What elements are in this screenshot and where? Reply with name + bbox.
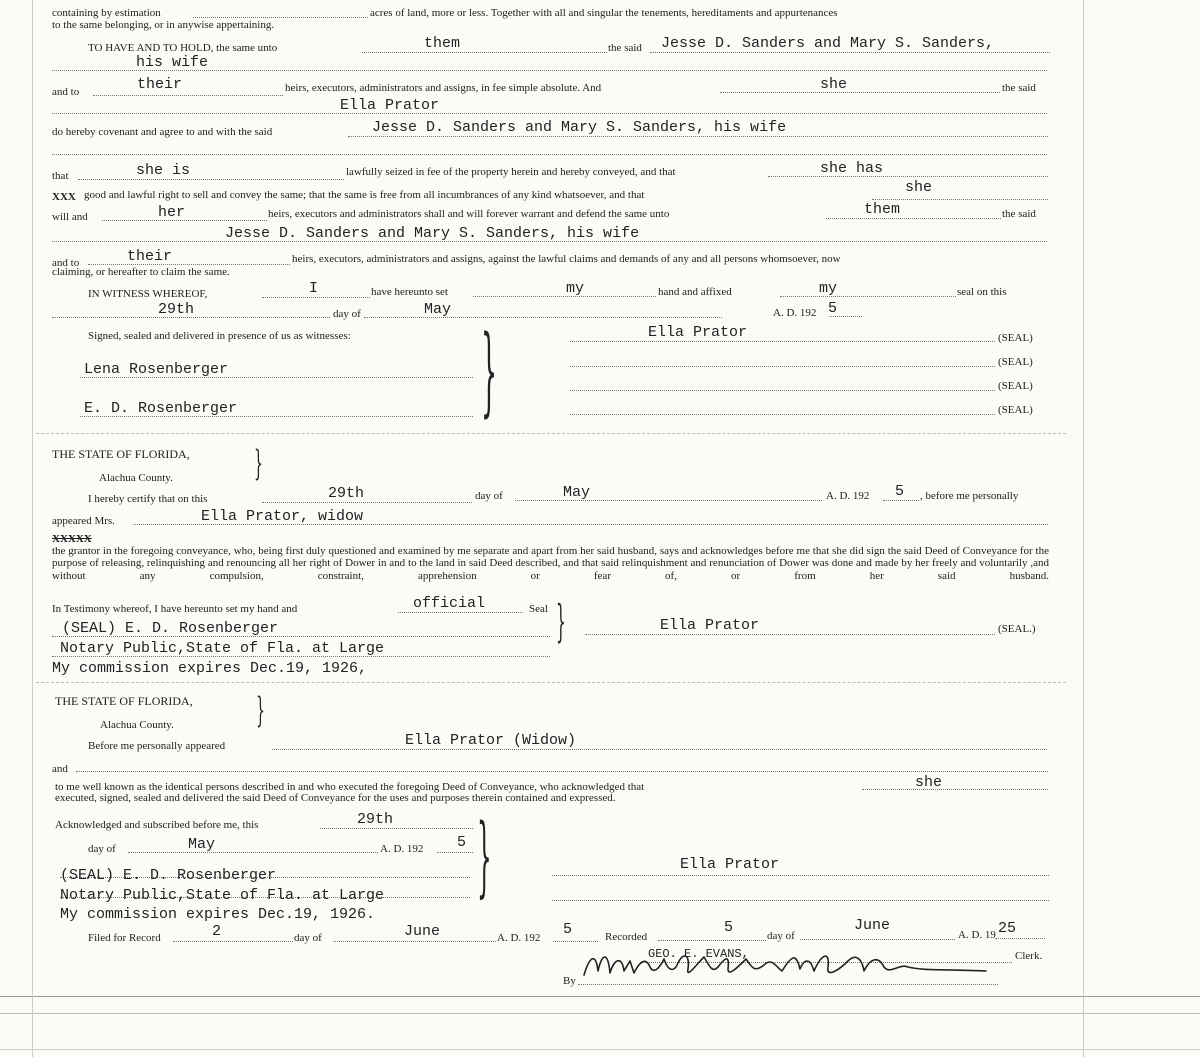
filed-day-of: day of xyxy=(294,932,322,944)
grantor-name: Ella Prator xyxy=(340,97,440,114)
the-said-label-3: the said xyxy=(1002,208,1036,220)
dower-signer: Ella Prator xyxy=(660,617,760,634)
known-pronoun-blank xyxy=(862,789,1048,790)
that-label: that xyxy=(52,170,69,182)
filed-year-blank xyxy=(553,941,598,942)
executed-line: executed, signed, sealed and delivered the said Deed of Conveyance for the uses and purposes therein contained and expressed. xyxy=(55,792,616,804)
filed-label: Filed for Record xyxy=(88,932,161,944)
left-margin-line xyxy=(32,0,33,1057)
known-line: to me well known as the identical persons described in and who executed the foregoing Deed of Conveyance, who acknowledged that xyxy=(55,781,645,793)
section-divider-2 xyxy=(36,682,1066,683)
seal-my: my xyxy=(819,280,838,297)
witness-month-blank xyxy=(364,317,722,318)
recorded-day: 5 xyxy=(724,919,734,936)
subscribed-month-blank xyxy=(128,852,378,853)
signer-line-3 xyxy=(570,390,995,391)
deed-signer: Ella Prator xyxy=(648,324,748,341)
filed-ad-label: A. D. 192 xyxy=(497,932,541,944)
county-brace-2: } xyxy=(256,689,265,731)
grantee-pronoun: them xyxy=(424,35,461,52)
covenant-names: Jesse D. Sanders and Mary S. Sanders, his wife xyxy=(372,119,787,136)
warrant-names: Jesse D. Sanders and Mary S. Sanders, his wife xyxy=(225,225,640,242)
has-pronoun: she has xyxy=(820,160,884,177)
witness-2: E. D. Rosenberger xyxy=(84,400,238,417)
by-label: By xyxy=(563,975,576,987)
appeared-label: appeared Mrs. xyxy=(52,515,115,527)
testimony-blank xyxy=(398,612,523,613)
subscribed-label: Acknowledged and subscribed before me, this xyxy=(55,819,259,831)
witness-label: IN WITNESS WHEREOF, xyxy=(88,288,208,300)
subscribed-day-blank xyxy=(320,828,473,829)
heirs-pronoun: their xyxy=(137,76,183,93)
witness-year: 5 xyxy=(828,300,838,317)
witness-month: May xyxy=(424,301,452,318)
grantee-blank xyxy=(650,52,1050,53)
heirs-clause: heirs, executors, administrators and assigns, in fee simple absolute. And xyxy=(285,82,602,94)
recorded-day-of: day of xyxy=(767,930,795,942)
appeared-name-2: Ella Prator (Widow) xyxy=(405,732,577,749)
filed-month: June xyxy=(404,923,441,940)
warrant-to: them xyxy=(864,201,901,218)
heirs-blank-2 xyxy=(88,264,290,265)
certify-year-blank xyxy=(883,500,919,501)
seal-label-3: (SEAL) xyxy=(998,380,1033,392)
covenant-label: do hereby covenant and agree to and with the said xyxy=(52,126,273,138)
recorded-day-blank xyxy=(658,940,766,941)
claims-clause: heirs, executors, administrators and assigns, against the lawful claims and demands of any and all persons whomsoever, now xyxy=(292,253,841,265)
the-said-label: the said xyxy=(608,42,642,54)
struck-word: XXX xyxy=(52,191,76,203)
signed-sealed-label: Signed, sealed and delivered in presence of us as witnesses: xyxy=(88,330,351,342)
certify-day: 29th xyxy=(328,485,365,502)
certify-day-blank xyxy=(262,502,472,503)
estimation-rest: acres of land, more or less. Together with all and singular the tenements, hereditaments and appurtenances xyxy=(370,7,838,19)
witness-day: 29th xyxy=(158,301,195,318)
testimony-label: In Testimony whereof, I have hereunto set my hand and xyxy=(52,603,298,615)
and-to-label-2: and to xyxy=(52,257,80,269)
subscribed-brace: } xyxy=(477,804,492,907)
dower-body: the grantor in the foregoing conveyance, who, being first duly questioned and examined by me separate and apart from her said husband, says and acknowledges before me that she did sign the said Deed of Conveyance for the purpose of releasing, relinquishing and renouncing all her right of Dower in and to the land in said Deed described, and that said relinquishment and renunciation of Dower was done and made by her freely and voluntarily ,and without any compulsion, constraint, apprehension or fear of, or from her said husband. xyxy=(52,545,1049,582)
commission-2: My commission expires Dec.19, 1926. xyxy=(60,906,376,923)
the-said-label-2: the said xyxy=(1002,82,1036,94)
ack2-signer-line-2 xyxy=(552,900,1049,901)
state-label-2: THE STATE OF FLORIDA, xyxy=(55,694,193,708)
witness-my-blank xyxy=(473,296,656,297)
ack2-signer-line xyxy=(552,875,1049,876)
county-label: Alachua County. xyxy=(99,472,173,484)
grantee-names-cont: his wife xyxy=(136,54,209,71)
claims-end: claiming, or hereafter to claim the same. xyxy=(52,266,230,278)
signer-line-1 xyxy=(570,341,995,342)
seal-on-this-label: seal on this xyxy=(957,286,1007,298)
filed-month-blank xyxy=(333,941,496,942)
signer-line-2 xyxy=(570,366,995,367)
before-me-label: Before me personally appeared xyxy=(88,740,226,752)
and-label: and xyxy=(52,763,68,775)
will-pronoun: she xyxy=(905,179,933,196)
testimony-word: official xyxy=(413,595,486,612)
page-bottom-border xyxy=(0,996,1200,997)
certify-month: May xyxy=(563,484,591,501)
belonging-line: to the same belonging, or in anywise appertaining. xyxy=(52,19,275,31)
ad-label: A. D. 192 xyxy=(773,307,817,319)
seized-blank xyxy=(78,179,344,180)
deputy-clerk-signature xyxy=(578,945,998,987)
grantor-blank xyxy=(52,113,1047,114)
filed-year: 5 xyxy=(563,921,573,938)
day-of-label: day of xyxy=(333,308,361,320)
dower-seal-label: (SEAL.) xyxy=(998,623,1036,635)
day-of-label-2: day of xyxy=(88,843,116,855)
covenant-blank-2 xyxy=(52,154,1047,155)
ack2-signer: Ella Prator xyxy=(680,856,780,873)
signer-line-4 xyxy=(570,414,995,415)
estimation-label: containing by estimation xyxy=(52,7,161,19)
filed-day: 2 xyxy=(212,923,222,940)
state-label: THE STATE OF FLORIDA, xyxy=(52,447,190,461)
county-brace: } xyxy=(254,442,263,484)
clerk-name: GEO. E. EVANS, xyxy=(648,947,749,961)
subscribed-year-blank xyxy=(437,852,473,853)
recorded-label: Recorded xyxy=(605,931,648,943)
county-label-2: Alachua County. xyxy=(100,719,174,731)
will-blank xyxy=(872,199,1048,200)
seal-label-2: (SEAL) xyxy=(998,356,1033,368)
notary-seal-2: (SEAL) E. D. Rosenberger xyxy=(60,867,277,884)
warrant-clause: heirs, executors and administrators shall and will forever warrant and defend the same unto xyxy=(268,208,670,220)
struck-wife: XXXXX xyxy=(52,533,92,545)
right-margin-line xyxy=(1083,0,1084,1057)
witness-my: my xyxy=(566,280,585,297)
heirs-blank xyxy=(93,95,283,96)
certify-year: 5 xyxy=(895,483,905,500)
estimation-blank xyxy=(193,17,368,18)
day-of-label: day of xyxy=(475,490,503,502)
grantor-pronoun: she xyxy=(820,76,848,93)
seal-label-4: (SEAL) xyxy=(998,404,1033,416)
witness-mid: have hereunto set xyxy=(371,286,448,298)
witness-subject: I xyxy=(309,280,319,297)
page-bottom-border-3 xyxy=(0,1049,1200,1050)
seal-my-blank xyxy=(780,296,956,297)
will-and-label: will and xyxy=(52,211,88,223)
seal-label-1: (SEAL) xyxy=(998,332,1033,344)
covenant-blank xyxy=(348,136,1048,137)
right-clause: good and lawful right to sell and convey the same; that the same is free from all incumbrances of any kind whatsoever, and that xyxy=(84,189,645,201)
recorded-month: June xyxy=(854,917,891,934)
dower-signer-line xyxy=(585,634,995,635)
subscribed-month: May xyxy=(188,836,216,853)
commission: My commission expires Dec.19, 1926, xyxy=(52,660,368,677)
witness-brace: } xyxy=(481,313,498,427)
before-me-label: , before me personally xyxy=(920,490,1019,502)
recorded-ad-label: A. D. 19 xyxy=(958,929,996,941)
recorded-year-blank xyxy=(995,938,1045,939)
heirs-pronoun-2: their xyxy=(127,248,173,265)
recorded-year: 25 xyxy=(998,920,1017,937)
notary-title-2: Notary Public,State of Fla. at Large xyxy=(60,887,385,904)
grantor-pronoun-blank xyxy=(720,92,1000,93)
has-blank xyxy=(768,176,1048,177)
and-to-label: and to xyxy=(52,86,80,98)
notary-seal: (SEAL) E. D. Rosenberger xyxy=(62,620,279,637)
section-divider-1 xyxy=(36,433,1066,434)
clerk-label: Clerk. xyxy=(1015,950,1043,962)
seal-word: Seal xyxy=(529,603,548,615)
hand-affixed-label: hand and affixed xyxy=(658,286,732,298)
appeared-blank-2 xyxy=(272,749,1047,750)
warrant-pronoun: her xyxy=(158,204,186,221)
filed-day-blank xyxy=(173,941,293,942)
subscribed-day: 29th xyxy=(357,811,394,828)
testimony-brace: } xyxy=(556,596,566,649)
notary-title: Notary Public,State of Fla. at Large xyxy=(60,640,385,657)
certify-label: I hereby certify that on this xyxy=(88,493,208,505)
witness-1: Lena Rosenberger xyxy=(84,361,229,378)
subscribed-year: 5 xyxy=(457,834,467,851)
certify-month-blank xyxy=(515,500,822,501)
grantee-names: Jesse D. Sanders and Mary S. Sanders, xyxy=(661,35,995,52)
habendum-label: TO HAVE AND TO HOLD, the same unto xyxy=(88,42,278,54)
appeared-name: Ella Prator, widow xyxy=(201,508,364,525)
recorded-month-blank xyxy=(800,939,955,940)
witness-subject-blank xyxy=(262,297,370,298)
seized-pronoun: she is xyxy=(136,162,191,179)
warrant-to-blank xyxy=(826,218,1001,219)
known-pronoun: she xyxy=(915,774,943,791)
ad-label: A. D. 192 xyxy=(826,490,870,502)
seized-clause: lawfully seized in fee of the property herein and hereby conveyed, and that xyxy=(346,166,676,178)
ad-label-2: A. D. 192 xyxy=(380,843,424,855)
habendum-blank xyxy=(362,52,607,53)
page-bottom-border-2 xyxy=(0,1013,1200,1014)
and-blank xyxy=(76,771,1048,772)
